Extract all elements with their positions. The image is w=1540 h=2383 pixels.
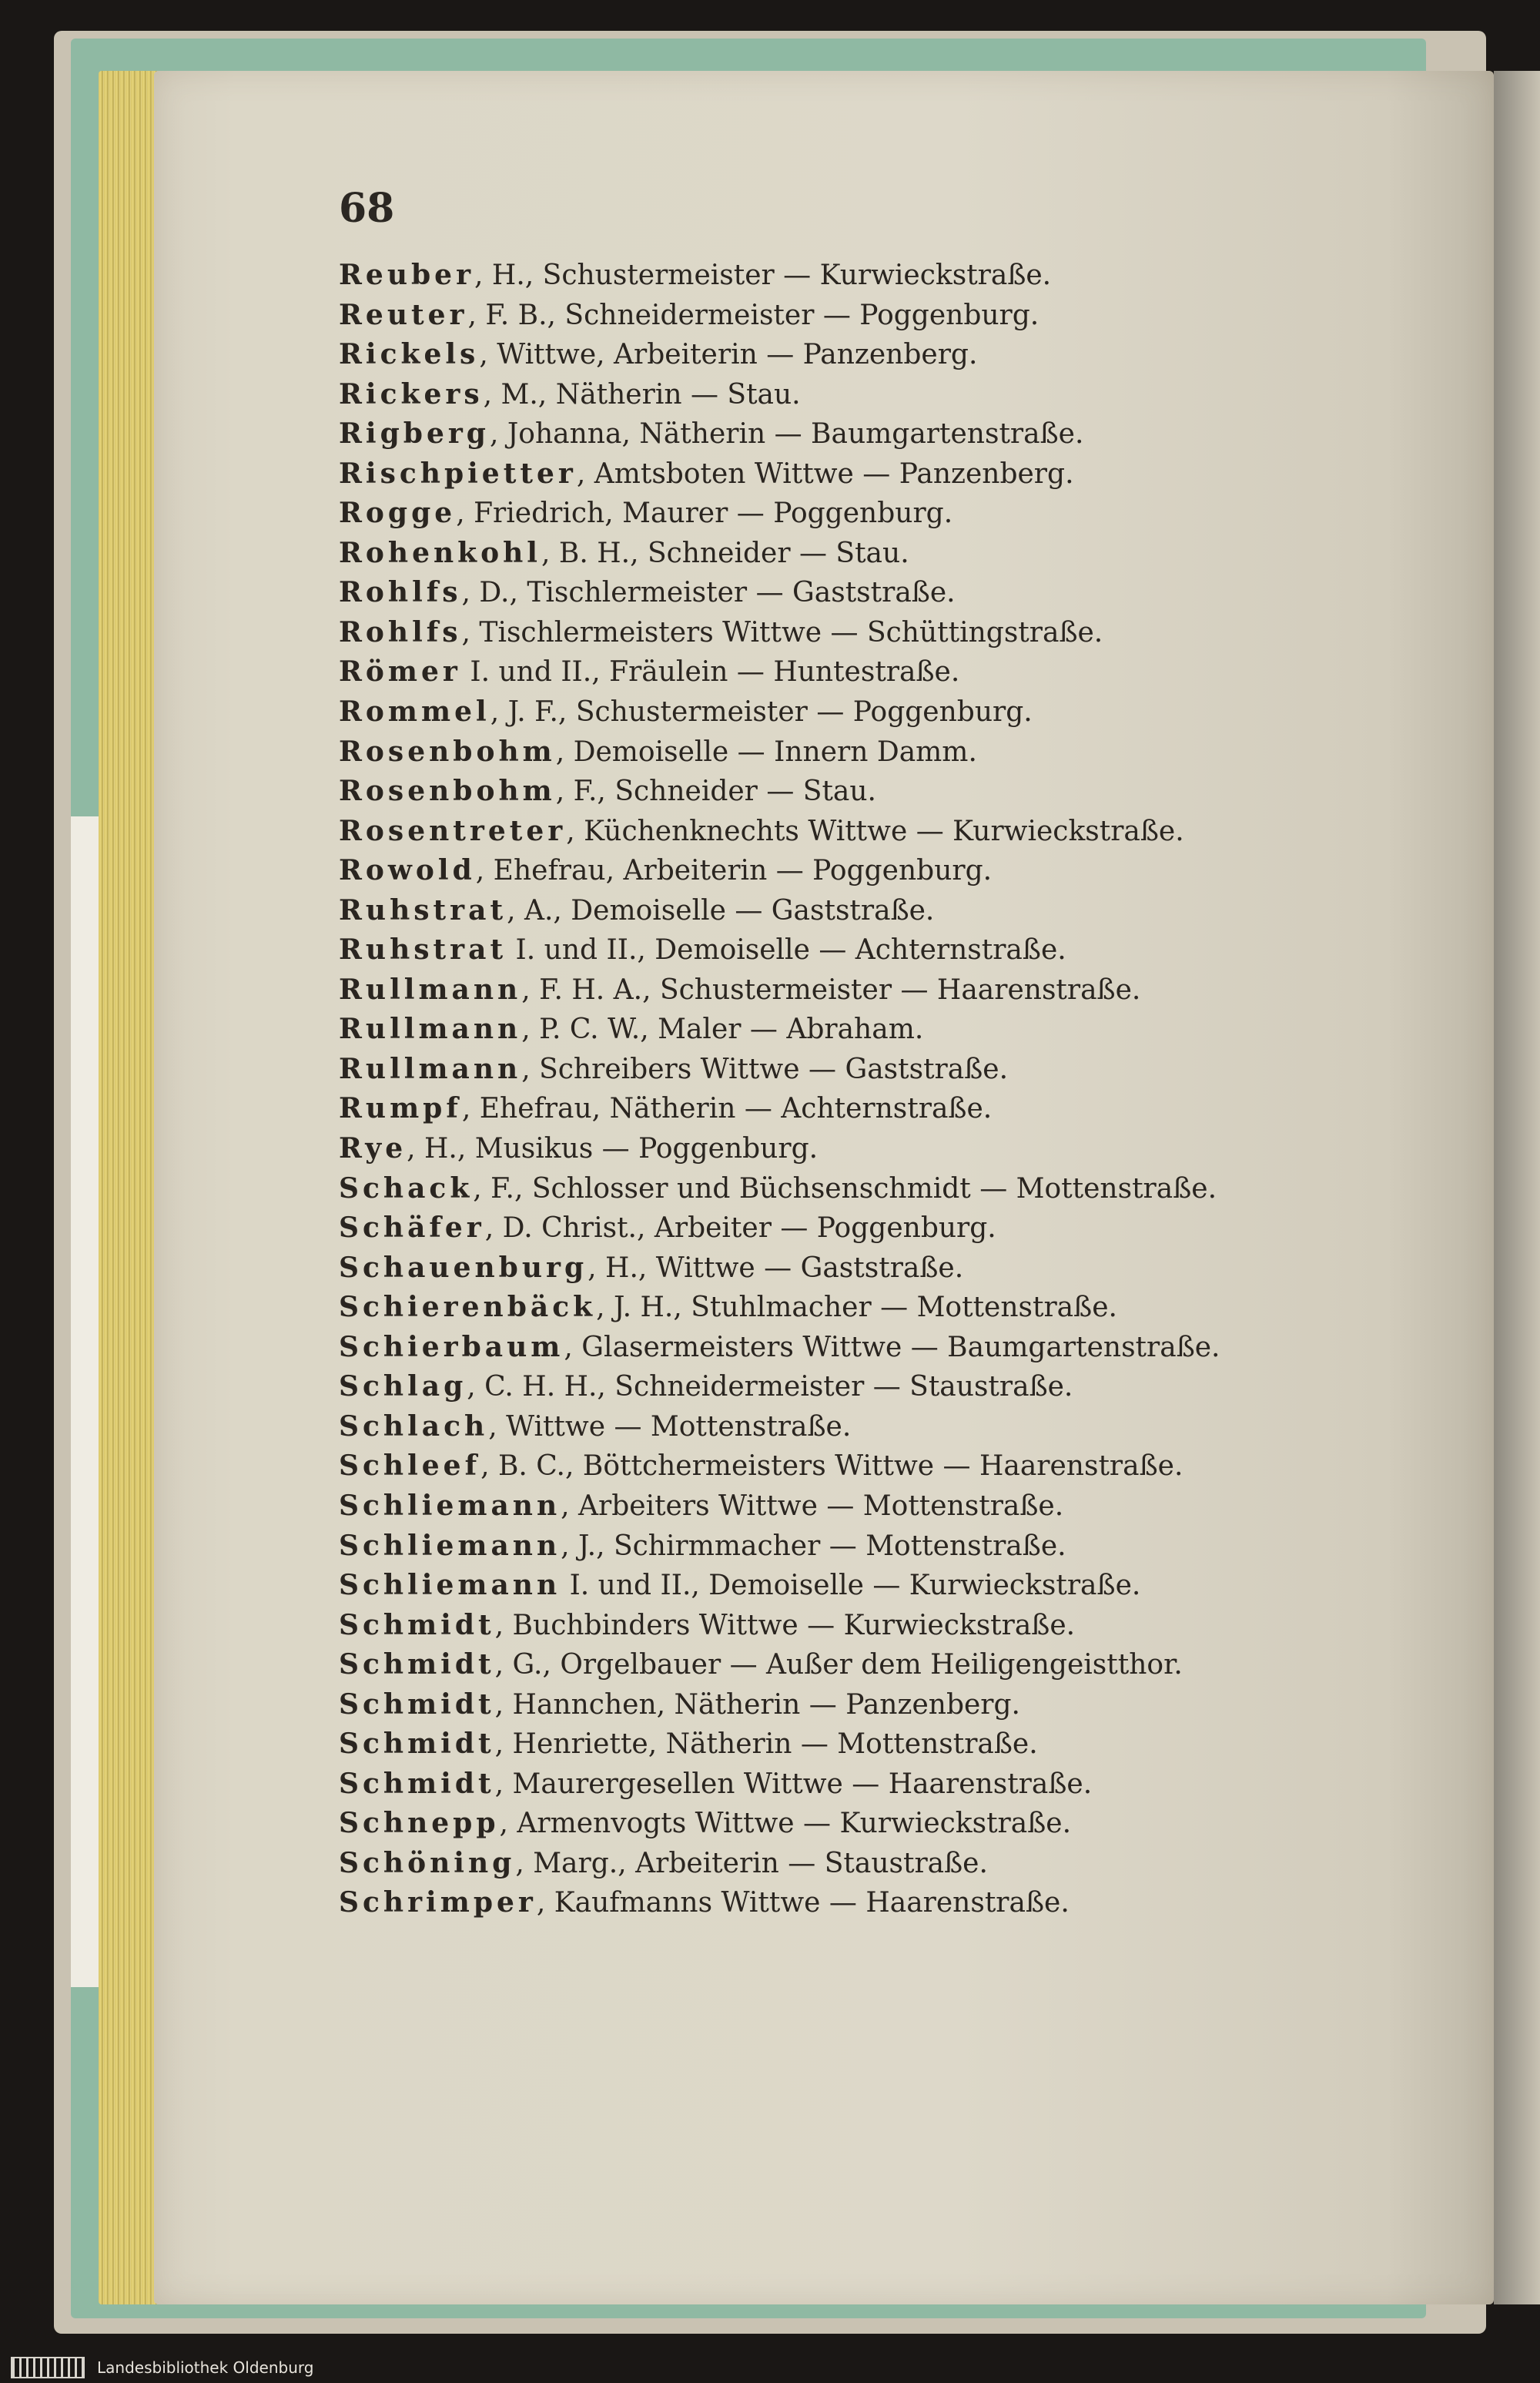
entry-details: , Schreibers Wittwe — Gaststraße.	[521, 1053, 1009, 1085]
entry-details: , A., Demoiselle — Gaststraße.	[507, 894, 935, 927]
entry-details: , Tischlermeisters Wittwe — Schüttingstraße.	[461, 616, 1103, 649]
entry-surname: Schleef	[339, 1450, 481, 1483]
entry-details: , F., Schlosser und Büchsenschmidt — Mottenstraße.	[473, 1172, 1217, 1205]
entry-details: , Glasermeisters Wittwe — Baumgartenstraße.	[564, 1331, 1220, 1363]
list-item	[339, 732, 1463, 773]
list-item	[339, 1645, 1463, 1685]
list-item	[339, 891, 1463, 931]
entry-details: , F. B., Schneidermeister — Poggenburg.	[467, 299, 1040, 331]
entry-details: , F. H. A., Schustermeister — Haarenstraße.	[521, 974, 1141, 1006]
entry-surname: Rickels	[339, 338, 480, 371]
entry-surname: Rye	[339, 1132, 407, 1165]
entry-surname: Rosenbohm	[339, 775, 556, 808]
entry-details: , Wittwe — Mottenstraße.	[488, 1410, 852, 1443]
entry-surname: Schöning	[339, 1846, 516, 1879]
entry-details: , H., Wittwe — Gaststraße.	[588, 1252, 964, 1284]
list-item	[339, 1606, 1463, 1646]
entry-surname: Rohlfs	[339, 576, 462, 609]
list-item	[339, 296, 1463, 336]
entry-details: , Johanna, Nätherin — Baumgartenstraße.	[489, 418, 1084, 451]
list-item	[339, 1804, 1463, 1844]
list-item	[339, 414, 1463, 454]
entry-details: I. und II., Demoiselle — Achternstraße.	[507, 934, 1066, 967]
entry-details: , Buchbinders Wittwe — Kurwieckstraße.	[494, 1609, 1076, 1641]
entry-details: , Amtsboten Wittwe — Panzenberg.	[576, 457, 1074, 490]
list-item	[339, 1208, 1463, 1248]
entry-surname: Ruhstrat	[339, 893, 507, 927]
entry-surname: Schack	[339, 1171, 474, 1205]
list-item	[339, 1527, 1463, 1567]
list-item	[339, 1129, 1463, 1169]
entry-surname: Rowold	[339, 854, 476, 887]
entry-details: , P. C. W., Maler — Abraham.	[521, 1014, 924, 1046]
entry-details: , Kaufmanns Wittwe — Haarenstraße.	[536, 1887, 1070, 1919]
entry-details: , H., Schustermeister — Kurwieckstraße.	[474, 260, 1052, 291]
entry-surname: Schnepp	[339, 1807, 500, 1840]
entry-surname: Schrimper	[339, 1886, 537, 1919]
list-item	[339, 1446, 1463, 1486]
entry-surname: Schierbaum	[339, 1330, 564, 1363]
list-item	[339, 930, 1463, 970]
entry-surname: Rommel	[339, 695, 490, 729]
entry-surname: Schmidt	[339, 1767, 495, 1800]
entry-details: , J., Schirmmacher — Mottenstraße.	[561, 1530, 1066, 1562]
entry-surname: Rosentreter	[339, 814, 567, 847]
entry-details: , J. F., Schustermeister — Poggenburg.	[490, 696, 1033, 729]
list-item	[339, 335, 1463, 375]
entry-details: , B. H., Schneider — Stau.	[541, 537, 909, 569]
list-item	[339, 1685, 1463, 1725]
list-item	[339, 1288, 1463, 1328]
entry-details: , C. H. H., Schneidermeister — Staustraße.	[467, 1371, 1073, 1403]
list-item	[339, 1486, 1463, 1527]
entry-surname: Schliemann	[339, 1569, 561, 1602]
entry-surname: Reuter	[339, 298, 468, 331]
library-name: Landesbibliothek Oldenburg	[97, 2358, 314, 2377]
list-item	[339, 1724, 1463, 1765]
entry-details: , Marg., Arbeiterin — Staustraße.	[515, 1847, 988, 1879]
entry-details: , Ehefrau, Nätherin — Achternstraße.	[461, 1093, 993, 1125]
facing-page-edge	[1494, 71, 1540, 2304]
list-item	[339, 1169, 1463, 1209]
list-item	[339, 692, 1463, 732]
entry-details: , D. Christ., Arbeiter — Poggenburg.	[484, 1212, 996, 1245]
entry-surname: Schauenburg	[339, 1251, 588, 1284]
entry-details: , B. C., Böttchermeisters Wittwe — Haarenstraße.	[480, 1450, 1183, 1483]
list-item	[339, 256, 1463, 296]
list-item	[339, 1407, 1463, 1447]
entry-details: , Friedrich, Maurer — Poggenburg.	[456, 498, 953, 530]
entry-surname: Rullmann	[339, 973, 522, 1006]
entry-surname: Schmidt	[339, 1728, 495, 1761]
entry-surname: Rickers	[339, 377, 484, 411]
entry-details: , Ehefrau, Arbeiterin — Poggenburg.	[475, 855, 993, 887]
entry-surname: Schliemann	[339, 1489, 561, 1522]
list-item	[339, 494, 1463, 534]
entry-details: , Arbeiters Wittwe — Mottenstraße.	[561, 1490, 1064, 1522]
list-item	[339, 1367, 1463, 1407]
entry-details: , F., Schneider — Stau.	[555, 776, 877, 808]
list-item	[339, 1089, 1463, 1129]
list-item	[339, 1010, 1463, 1050]
entry-details: I. und II., Fräulein — Huntestraße.	[460, 656, 960, 689]
list-item	[339, 1765, 1463, 1805]
entry-details: , Küchenknechts Wittwe — Kurwieckstraße.	[566, 815, 1184, 847]
entry-details: , H., Musikus — Poggenburg.	[407, 1133, 819, 1165]
entry-surname: Schmidt	[339, 1648, 495, 1681]
footer-bar	[0, 2352, 1540, 2383]
entry-details: , Armenvogts Wittwe — Kurwieckstraße.	[499, 1808, 1072, 1840]
entry-details: , D., Tischlermeister — Gaststraße.	[461, 577, 956, 609]
list-item	[339, 652, 1463, 692]
list-item	[339, 1883, 1463, 1923]
entry-details: , G., Orgelbauer — Außer dem Heiligengeistthor.	[494, 1649, 1183, 1681]
list-item	[339, 613, 1463, 653]
entry-surname: Rumpf	[339, 1092, 462, 1125]
list-item	[339, 375, 1463, 415]
entry-surname: Rullmann	[339, 1052, 522, 1085]
entry-surname: Reuber	[339, 259, 475, 291]
list-item	[339, 1328, 1463, 1368]
entry-details: , Wittwe, Arbeiterin — Panzenberg.	[479, 339, 978, 371]
list-item	[339, 1248, 1463, 1289]
entry-surname: Rohenkohl	[339, 536, 541, 569]
entry-surname: Schäfer	[339, 1212, 485, 1245]
list-item	[339, 812, 1463, 852]
list-item	[339, 1566, 1463, 1606]
list-item	[339, 851, 1463, 891]
list-item	[339, 534, 1463, 574]
entry-details: , M., Nätherin — Stau.	[483, 378, 801, 411]
entry-surname: Ruhstrat	[339, 933, 507, 967]
entry-surname: Schierenbäck	[339, 1291, 597, 1324]
entry-details: , Hannchen, Nätherin — Panzenberg.	[494, 1688, 1020, 1721]
entry-surname: Rigberg	[339, 417, 490, 451]
directory-entry-list	[339, 256, 1463, 1923]
entry-surname: Römer	[339, 655, 461, 689]
entry-details: , Maurergesellen Wittwe — Haarenstraße.	[494, 1768, 1093, 1800]
library-logo-icon	[11, 2357, 85, 2378]
entry-details: , J. H., Stuhlmacher — Mottenstraße.	[596, 1292, 1117, 1324]
list-item	[339, 454, 1463, 494]
entry-surname: Schlag	[339, 1370, 467, 1403]
list-item	[339, 970, 1463, 1011]
list-item	[339, 772, 1463, 812]
entry-surname: Schmidt	[339, 1608, 495, 1641]
entry-surname: Rullmann	[339, 1013, 522, 1046]
list-item	[339, 1844, 1463, 1884]
entry-details: I. und II., Demoiselle — Kurwieckstraße.	[561, 1570, 1141, 1602]
entry-surname: Schliemann	[339, 1529, 561, 1562]
list-item	[339, 1050, 1463, 1090]
page-number: 68	[339, 185, 395, 232]
gilded-page-edges	[99, 71, 160, 2304]
entry-surname: Rogge	[339, 497, 457, 530]
list-item	[339, 573, 1463, 613]
entry-surname: Schlach	[339, 1409, 489, 1443]
entry-surname: Rosenbohm	[339, 735, 556, 768]
entry-details: , Demoiselle — Innern Damm.	[555, 736, 977, 768]
entry-surname: Rohlfs	[339, 615, 462, 649]
entry-surname: Rischpietter	[339, 457, 577, 490]
entry-surname: Schmidt	[339, 1688, 495, 1721]
entry-details: , Henriette, Nätherin — Mottenstraße.	[494, 1728, 1038, 1761]
